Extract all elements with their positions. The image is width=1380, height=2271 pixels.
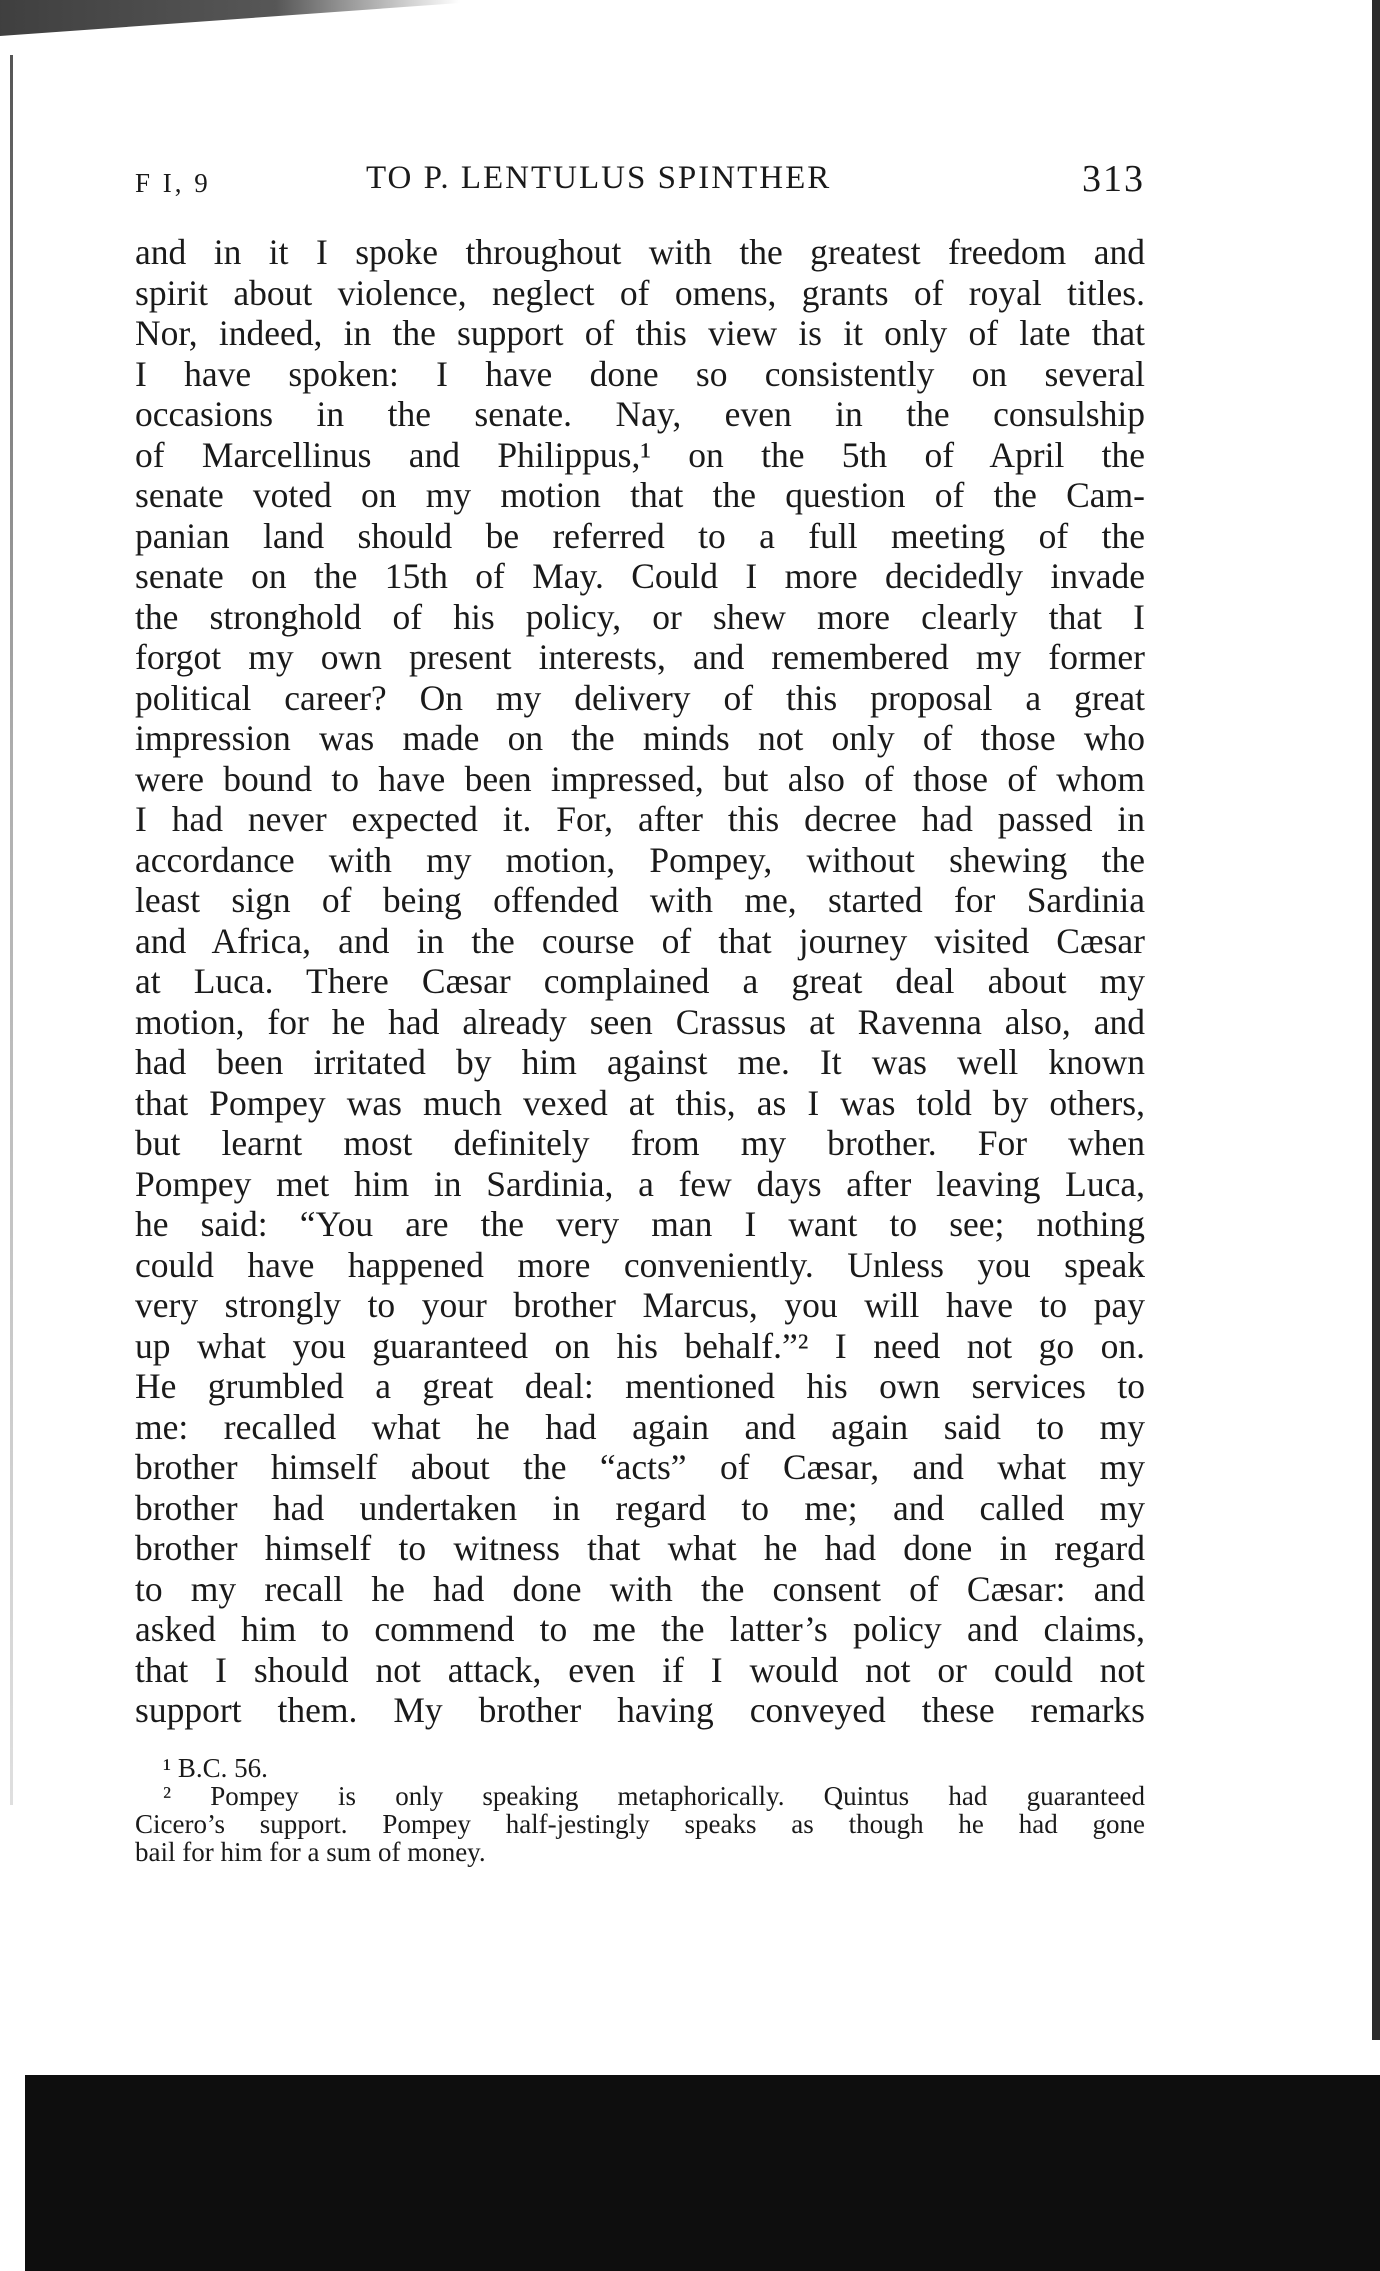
text-line: but learnt most definitely from my brother. For when <box>135 1123 1145 1163</box>
text-line: senate on the 15th of May. Could I more decidedly invade <box>135 556 1145 596</box>
text-line: brother himself to witness that what he had done in regard <box>135 1528 1145 1568</box>
text-line: spirit about violence, neglect of omens, grants of royal titles. <box>135 272 1145 313</box>
text-line: support them. My brother having conveyed these remarks <box>135 1690 1145 1730</box>
footnote-1: ¹ B.C. 56. <box>163 1753 268 1783</box>
footnote-2-line: Cicero’s support. Pompey half-jestingly speaks as though he had gone <box>135 1809 1145 1839</box>
page-number: 313 <box>1082 158 1145 200</box>
text-line: brother himself about the “acts” of Cæsar, and what my <box>135 1447 1145 1487</box>
text-line: that I should not attack, even if I would not or could not <box>135 1649 1145 1690</box>
text-line: motion, for he had already seen Crassus at Ravenna also, and <box>135 1001 1145 1042</box>
text-line: least sign of being offended with me, started for Sardinia <box>135 880 1145 920</box>
body-text <box>135 232 1145 1731</box>
text-line: could have happened more conveniently. Unless you speak <box>135 1244 1145 1285</box>
text-line: me: recalled what he had again and again said to my <box>135 1406 1145 1447</box>
text-line: up what you guaranteed on his behalf.”² I need not go on. <box>135 1325 1145 1366</box>
scan-edge-left <box>10 55 13 1805</box>
text-line: to my recall he had done with the consent of Cæsar: and <box>135 1568 1145 1609</box>
scan-edge-top <box>0 0 460 50</box>
text-line: and Africa, and in the course of that journey visited Cæsar <box>135 920 1145 961</box>
text-line: he said: “You are the very man I want to see; nothing <box>135 1204 1145 1244</box>
footnote-2-line: ² Pompey is only speaking metaphorically. Quintus had guaranteed <box>163 1781 1145 1811</box>
text-line: that Pompey was much vexed at this, as I was told by others, <box>135 1082 1145 1123</box>
scan-edge-bottom <box>25 2075 1380 2271</box>
footnote-2-line: bail for him for a sum of money. <box>135 1837 486 1867</box>
text-line: very strongly to your brother Marcus, you will have to pay <box>135 1285 1145 1325</box>
text-line: forgot my own present interests, and remembered my former <box>135 637 1145 677</box>
text-line: He grumbled a great deal: mentioned his own services to <box>135 1366 1145 1406</box>
text-line: I had never expected it. For, after this decree had passed in <box>135 799 1145 839</box>
text-line: were bound to have been impressed, but also of those of whom <box>135 758 1145 799</box>
text-line: senate voted on my motion that the question of the Cam- <box>135 475 1145 515</box>
text-line: occasions in the senate. Nay, even in the consulship <box>135 394 1145 434</box>
header-reference: F I, 9 <box>135 168 211 198</box>
running-header <box>135 160 1145 205</box>
text-line: the stronghold of his policy, or shew more clearly that I <box>135 596 1145 637</box>
text-line: accordance with my motion, Pompey, without shewing the <box>135 839 1145 880</box>
text-line: panian land should be referred to a full meeting of the <box>135 515 1145 556</box>
text-line: I have spoken: I have done so consistently on several <box>135 353 1145 394</box>
text-line: asked him to commend to me the latter’s policy and claims, <box>135 1609 1145 1649</box>
text-line: had been irritated by him against me. It was well known <box>135 1042 1145 1082</box>
text-line: Nor, indeed, in the support of this view is it only of late that <box>135 313 1145 353</box>
text-line: Pompey met him in Sardinia, a few days after leaving Luca, <box>135 1163 1145 1204</box>
scan-edge-right <box>1372 0 1380 2040</box>
text-line: impression was made on the minds not only of those who <box>135 718 1145 758</box>
text-line: and in it I spoke throughout with the greatest freedom and <box>135 232 1145 272</box>
text-line: political career? On my delivery of this proposal a great <box>135 677 1145 718</box>
text-line: at Luca. There Cæsar complained a great deal about my <box>135 961 1145 1001</box>
footnotes <box>135 1754 1145 1866</box>
text-line: brother had undertaken in regard to me; and called my <box>135 1487 1145 1528</box>
text-line: of Marcellinus and Philippus,¹ on the 5th of April the <box>135 434 1145 475</box>
header-title: TO P. LENTULUS SPINTHER <box>366 160 832 196</box>
